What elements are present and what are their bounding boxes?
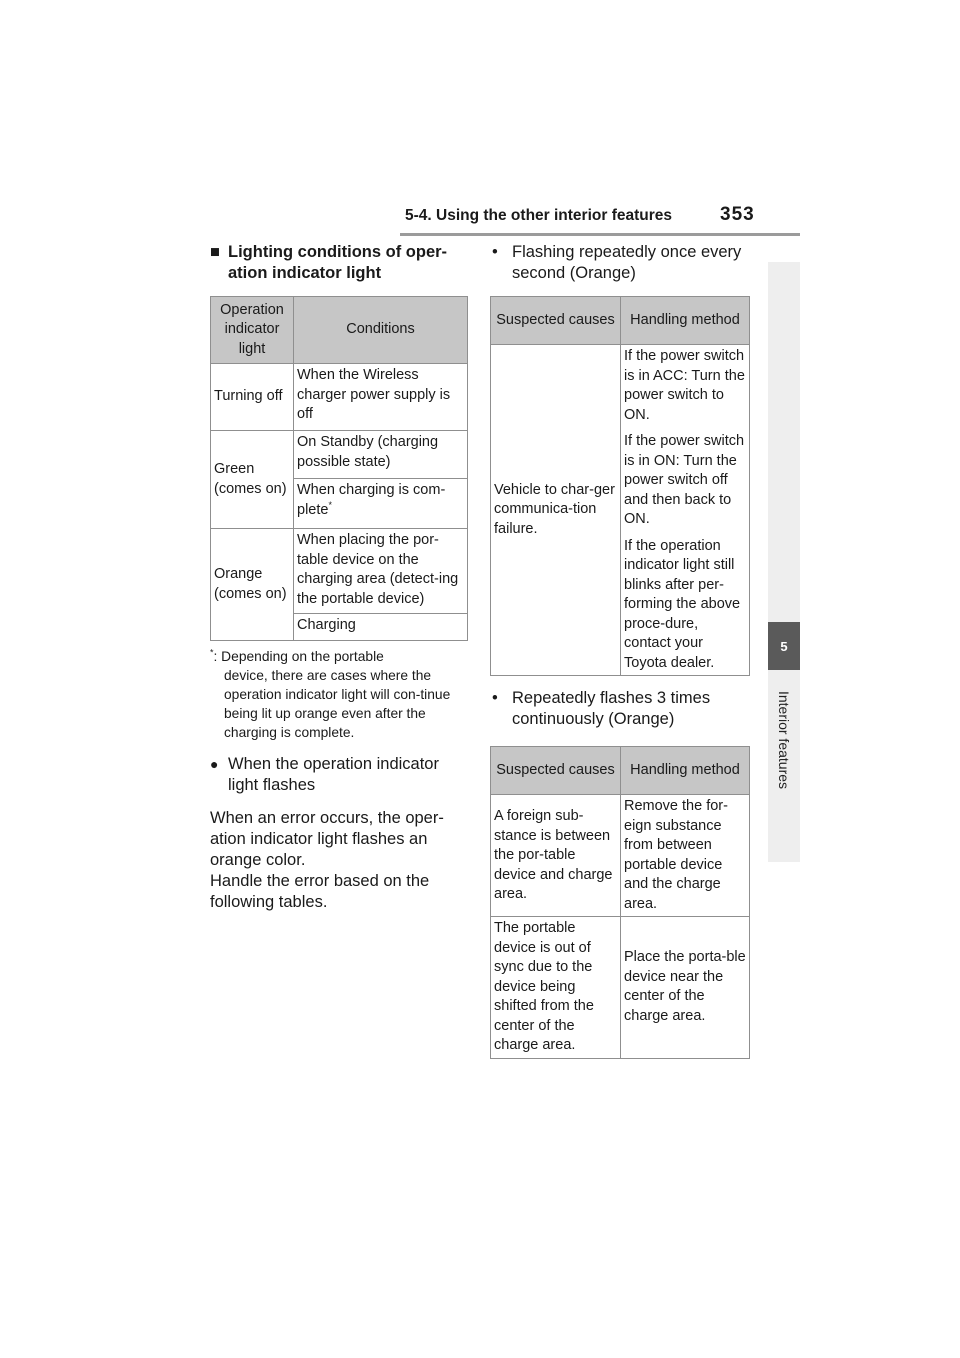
table-cell: Vehicle to char-ger communica-tion failure.: [491, 345, 621, 676]
footnote: [210, 647, 468, 742]
page-number: 353: [720, 204, 755, 225]
paragraph: When an error occurs, the oper-ation indicator light flashes an orange color.: [210, 809, 444, 869]
flash-once-table: [490, 296, 750, 676]
table-cell: When the Wireless charger power supply is off: [294, 364, 468, 431]
flash-three-label-text: Repeatedly flashes 3 times continuously (Orange): [512, 689, 711, 728]
table-cell: [294, 479, 468, 529]
table-cell: [621, 345, 750, 676]
left-column: [210, 242, 468, 913]
table-row: [211, 529, 468, 614]
bullet-icon: •: [492, 689, 498, 707]
flash-once-label: [490, 242, 752, 284]
flash-three-label: [490, 688, 752, 730]
table-cell: The portable device is out of sync due to the device being shifted from the center of the charge area.: [491, 917, 621, 1059]
section-heading-text: Lighting conditions of oper-ation indicator light: [228, 243, 448, 282]
table-cell: A foreign sub-stance is between the por-table device and charge area.: [491, 795, 621, 917]
table-row: [491, 345, 750, 676]
table-row: [491, 917, 750, 1059]
column-header: Suspected causes: [491, 747, 621, 795]
table-cell: Orange (comes on): [211, 529, 294, 641]
table-cell: Charging: [294, 614, 468, 641]
table-header-row: [211, 297, 468, 364]
chapter-tab[interactable]: 5: [768, 622, 800, 670]
column-header: Operation indicator light: [211, 297, 294, 364]
table-cell: Remove the for-eign substance from between portable device and the charge area.: [621, 795, 750, 917]
right-column: [490, 242, 752, 1059]
table-cell: Turning off: [211, 364, 294, 431]
bullet-icon: •: [492, 243, 498, 261]
flash-heading: [210, 754, 468, 796]
column-header: Conditions: [294, 297, 468, 364]
footnote-marker: *: [210, 647, 214, 658]
paragraph: Handle the error based on the following tables.: [210, 872, 430, 911]
table-row: [211, 364, 468, 431]
table-cell: When placing the por-table device on the charging area (detect-ing the portable device): [294, 529, 468, 614]
cell-paragraph: If the power switch is in ON: Turn the power switch off and then back to ON.: [624, 433, 745, 527]
footnote-line: : Depending on the portable: [213, 649, 384, 664]
column-header: Suspected causes: [491, 297, 621, 345]
cell-paragraph: If the operation indicator light still blinks after per-forming the above proce-dure, contact your Toyota dealer.: [624, 537, 741, 671]
column-header: Handling method: [621, 297, 750, 345]
table-row: [211, 431, 468, 479]
circle-bullet-icon: ●: [210, 756, 219, 772]
table-cell: On Standby (charging possible state): [294, 431, 468, 479]
flash-three-table: [490, 746, 750, 1059]
footnote-marker: *: [328, 499, 332, 510]
header-rule: [400, 233, 800, 236]
column-header: Handling method: [621, 747, 750, 795]
table-cell: Green (comes on): [211, 431, 294, 529]
table-header-row: [491, 747, 750, 795]
cell-text: When charging is com-plete: [297, 482, 446, 518]
running-header-title: 5-4. Using the other interior features: [405, 207, 672, 224]
section-heading: [210, 242, 468, 284]
flash-heading-text: When the operation indicator light flashes: [228, 755, 439, 794]
cell-paragraph: If the power switch is in ACC: Turn the power switch to ON.: [624, 348, 745, 423]
chapter-label: Interior features: [776, 690, 792, 790]
indicator-conditions-table: [210, 296, 468, 641]
flash-once-label-text: Flashing repeatedly once every second (Orange): [512, 243, 742, 282]
square-bullet-icon: ■: [210, 243, 220, 261]
table-row: [491, 795, 750, 917]
table-cell: Place the porta-ble device near the center of the charge area.: [621, 917, 750, 1059]
table-header-row: [491, 297, 750, 345]
footnote-text: device, there are cases where the operation indicator light will con-tinue being lit up orange even after the charging is complete.: [224, 668, 451, 740]
